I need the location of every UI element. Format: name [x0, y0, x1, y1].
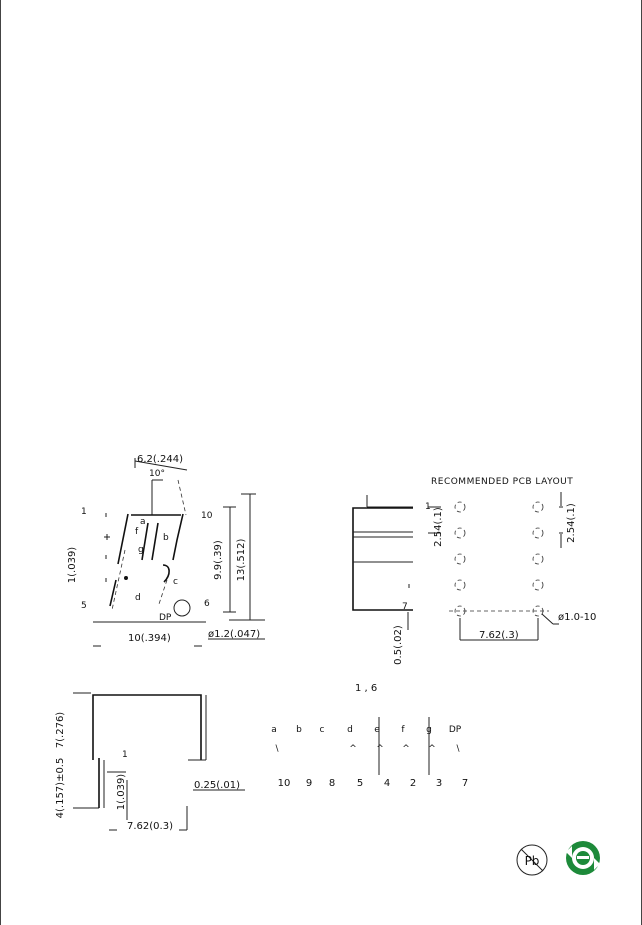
pin-10-label: 10	[201, 511, 213, 521]
pcb-pitch-right-label: 2.54(.1)	[566, 503, 577, 543]
circuit-diagram	[271, 683, 468, 789]
side-pin-7-label: 7	[402, 602, 408, 612]
diode-mark: ^	[376, 744, 384, 754]
bottom-pin-label: 1	[122, 750, 128, 760]
width-bottom-label: 10(.394)	[128, 633, 171, 644]
bottom-lead-thk-label: 0.25(.01)	[194, 780, 240, 791]
pin-5-label: 5	[81, 601, 87, 611]
pcb-pitch-left-label: 2.54(.1)	[433, 507, 444, 547]
side-bottom-dim-label: 0.5(.02)	[393, 625, 404, 665]
pin-number-8: 8	[328, 778, 336, 789]
height-left-label: 1(.039)	[67, 546, 78, 584]
front-view	[67, 454, 265, 646]
pcb-title: RECOMMENDED PCB LAYOUT	[431, 477, 574, 487]
pin-number-3: 3	[435, 778, 443, 789]
pin-number-7: 7	[461, 778, 469, 789]
seg-g-label: g	[138, 545, 144, 555]
angle-label: 10°	[149, 469, 165, 479]
seg-b-label: b	[163, 533, 169, 543]
segment-label-b: b	[296, 725, 302, 735]
seg-dp-label: DP	[159, 613, 172, 623]
pin-number-5: 5	[356, 778, 364, 789]
segment-label-c: c	[319, 725, 325, 735]
drawing-canvas	[1, 0, 641, 925]
pin-number-10: 10	[277, 778, 291, 789]
circuit-title: 1 , 6	[355, 683, 378, 694]
pcb-row-spacing-label: 7.62(.3)	[479, 630, 519, 641]
height-inner-label: 9.9(.39)	[213, 540, 224, 580]
diode-mark: ^	[428, 744, 436, 754]
pcb-hole-label: ø1.0-10	[558, 612, 597, 623]
segment-label-f: f	[401, 725, 405, 735]
segment-label-d: d	[347, 725, 353, 735]
bottom-lead-len-label: 4(.157)±0.5	[55, 757, 66, 819]
side-pin-1-label: 1	[425, 502, 431, 512]
bottom-inner-dim-label: 1(.039)	[116, 773, 127, 811]
segment-label-dp: DP	[448, 725, 462, 735]
pcb-layout	[428, 477, 596, 641]
seg-f-label: f	[135, 527, 139, 537]
diode-mark: ^	[349, 744, 357, 754]
side-view	[353, 495, 431, 665]
segment-label-e: e	[374, 725, 380, 735]
diode-mark: \	[275, 744, 279, 754]
seg-a-label: a	[140, 517, 146, 527]
segment-label-g: g	[426, 725, 432, 735]
height-total-label: 13(.512)	[236, 538, 247, 582]
bottom-height-label: 7(.276)	[55, 711, 66, 749]
width-top-label: 6.2(.244)	[137, 454, 183, 465]
pin-number-9: 9	[305, 778, 313, 789]
pin-number-2: 2	[409, 778, 417, 789]
pb-free-badge	[517, 845, 547, 875]
lead-dia-label: ø1.2(.047)	[208, 629, 261, 640]
segment-label-a: a	[271, 725, 277, 735]
seg-c-label: c	[173, 577, 178, 587]
diode-mark: \	[456, 744, 460, 754]
seg-d-label: d	[135, 593, 141, 603]
bottom-view	[55, 693, 245, 832]
pin-1-label: 1	[81, 507, 87, 517]
pin-6-label: 6	[204, 599, 210, 609]
circuit-columns	[271, 725, 468, 789]
pb-badge-label: Pb	[524, 854, 540, 868]
eco-icon	[566, 841, 600, 875]
bottom-width-label: 7.62(0.3)	[127, 821, 173, 832]
pin-number-4: 4	[383, 778, 391, 789]
diode-mark: ^	[402, 744, 410, 754]
